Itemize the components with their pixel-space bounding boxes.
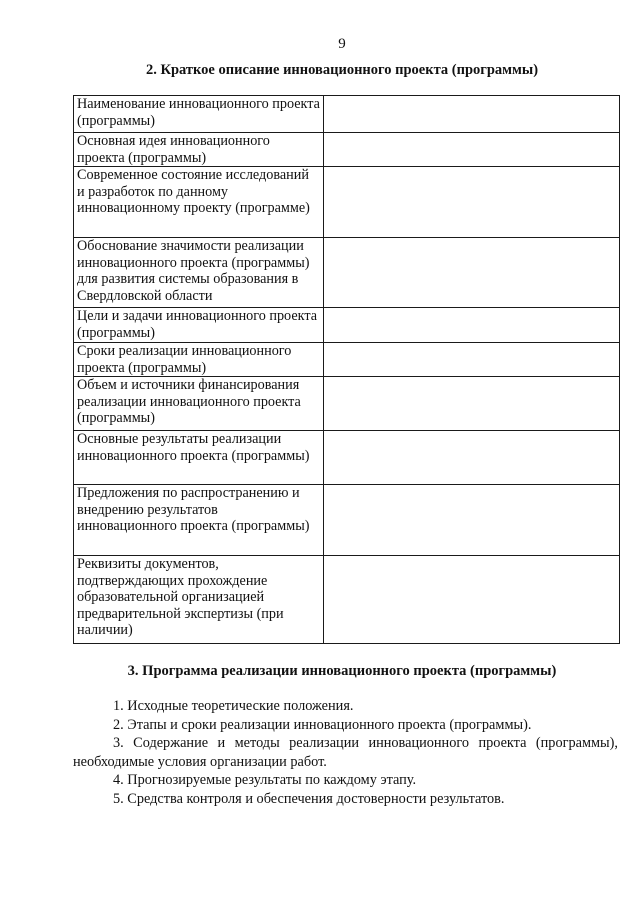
- row-label: Цели и задачи инновационного проекта (программы): [74, 308, 324, 343]
- table-row: [74, 133, 620, 167]
- row-label: Сроки реализации инновационного проекта (программы): [74, 343, 324, 377]
- program-list: [73, 697, 618, 808]
- row-label: Основная идея инновационного проекта (программы): [74, 133, 324, 167]
- table-row: [74, 343, 620, 377]
- row-value-field[interactable]: [324, 96, 620, 133]
- table-row: [74, 96, 620, 133]
- table-row: [74, 238, 620, 308]
- list-item: 4. Прогнозируемые результаты по каждому этапу.: [113, 772, 417, 788]
- page-number: 9: [338, 36, 346, 52]
- table-row: [74, 431, 620, 485]
- section-2-title: 2. Краткое описание инновационного проекта (программы): [145, 62, 539, 78]
- table-row: [74, 167, 620, 238]
- row-label: Предложения по распространению и внедрению результатов инновационного проекта (программы): [74, 485, 324, 556]
- row-label: Реквизиты документов, подтверждающих прохождение образовательной организацией предварительной экспертизы (при наличии): [74, 556, 324, 644]
- list-item: 3. Содержание и методы реализации инновационного проекта (программы), необходимые условия организации работ.: [73, 735, 618, 770]
- row-value-field[interactable]: [324, 167, 620, 238]
- row-value-field[interactable]: [324, 556, 620, 644]
- row-label: Наименование инновационного проекта (программы): [74, 96, 324, 133]
- row-value-field[interactable]: [324, 377, 620, 431]
- row-label: Современное состояние исследований и разработок по данному инновационному проекту (программе): [74, 167, 324, 238]
- row-value-field[interactable]: [324, 431, 620, 485]
- table-row: [74, 308, 620, 343]
- section-3-title: 3. Программа реализации инновационного проекта (программы): [127, 663, 557, 679]
- row-label: Основные результаты реализации инновационного проекта (программы): [74, 431, 324, 485]
- table-row: [74, 485, 620, 556]
- row-value-field[interactable]: [324, 343, 620, 377]
- project-description-table: [73, 95, 620, 644]
- list-item: 1. Исходные теоретические положения.: [113, 698, 354, 714]
- list-item: 5. Средства контроля и обеспечения достоверности результатов.: [113, 790, 505, 807]
- table-row: [74, 556, 620, 644]
- list-item: 2. Этапы и сроки реализации инновационного проекта (программы).: [113, 716, 532, 733]
- row-value-field[interactable]: [324, 133, 620, 167]
- row-value-field[interactable]: [324, 238, 620, 308]
- row-value-field[interactable]: [324, 308, 620, 343]
- row-value-field[interactable]: [324, 485, 620, 556]
- row-label: Объем и источники финансирования реализации инновационного проекта (программы): [74, 377, 324, 431]
- table-row: [74, 377, 620, 431]
- row-label: Обоснование значимости реализации инновационного проекта (программы) для развития системы образования в Свердловской области: [74, 238, 324, 308]
